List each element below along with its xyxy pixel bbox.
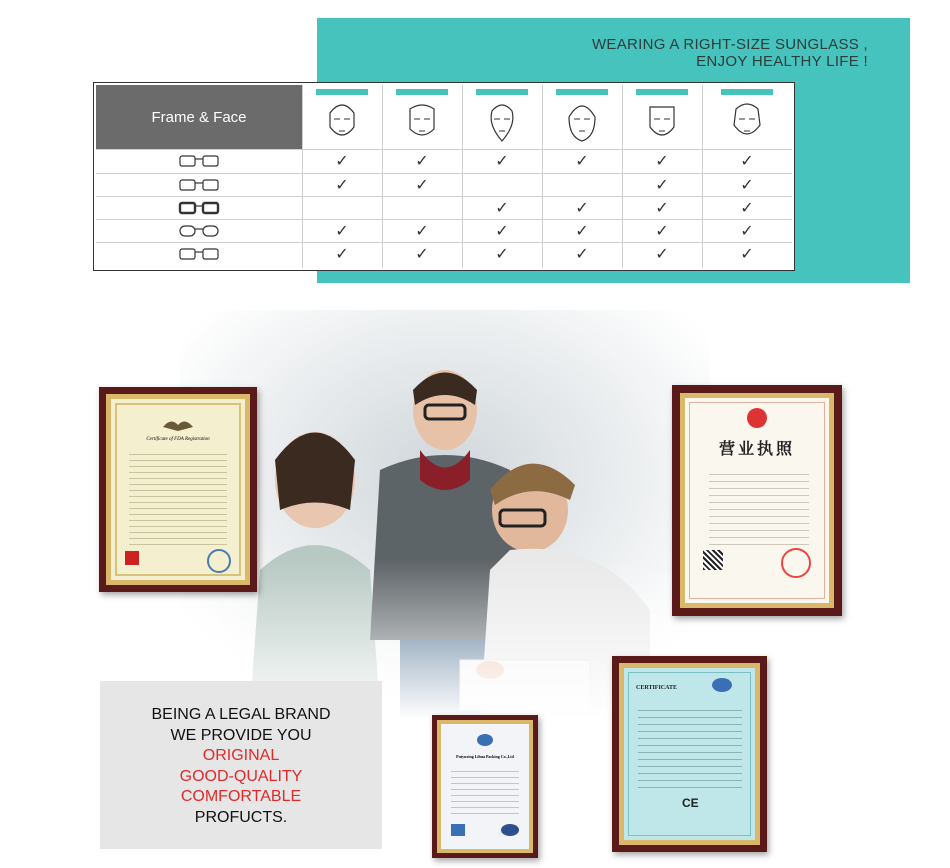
rs-logo-icon: [125, 551, 139, 565]
business-license-certificate: [672, 385, 842, 616]
banner-line-1: WEARING A RIGHT-SIZE SUNGLASS ,: [591, 36, 868, 53]
browline-frame-icon: [178, 247, 220, 261]
check-mark-icon: ✓: [495, 153, 509, 170]
check-mark-icon: ✓: [335, 176, 349, 194]
row-divider: [96, 219, 792, 220]
brand-line-1: BEING A LEGAL BRAND: [151, 706, 331, 723]
check-mark-icon: ✓: [740, 199, 754, 217]
check-mark-icon: ✓: [655, 199, 669, 217]
seal-icon: [207, 549, 231, 573]
business-license-title: 营业执照: [718, 441, 795, 458]
qr-code-icon: [703, 550, 723, 570]
aviator-frame-icon: [178, 154, 220, 168]
fda-certificate-title: Certificate of FDA Registration: [146, 437, 210, 442]
column-divider: [382, 85, 383, 268]
quality-certificate: [612, 656, 767, 852]
face-shape-5-icon: [644, 99, 680, 143]
face-header-accent: [721, 89, 773, 95]
frame-face-table: [93, 82, 795, 271]
national-emblem-icon: [747, 408, 767, 428]
check-mark-icon: ✓: [740, 246, 754, 263]
face-header-accent: [396, 89, 448, 95]
face-shape-6-icon: [729, 99, 765, 143]
legal-brand-box: [100, 681, 382, 849]
brand-line-5: COMFORTABLE: [180, 788, 302, 805]
check-mark-icon: ✓: [335, 246, 349, 263]
brand-line-4: GOOD-QUALITY: [179, 767, 303, 785]
column-divider: [302, 85, 303, 268]
face-header-accent: [636, 89, 688, 95]
check-mark-icon: ✓: [655, 176, 669, 194]
check-mark-icon: ✓: [415, 222, 429, 240]
iaf-logo-icon: [501, 824, 519, 836]
column-divider: [622, 85, 623, 268]
banner-headline: [592, 36, 868, 70]
face-header-accent: [316, 89, 368, 95]
brand-line-6: PROFUCTS.: [194, 808, 288, 826]
frame-face-label: Frame & Face: [151, 108, 247, 126]
red-stamp-icon: [781, 548, 811, 578]
face-shape-2-icon: [404, 99, 440, 143]
face-header-accent: [556, 89, 608, 95]
column-divider: [462, 85, 463, 268]
round-frame-icon: [178, 224, 220, 238]
row-divider: [96, 149, 792, 150]
fda-certificate: [99, 387, 257, 592]
frame-face-header: [96, 85, 302, 149]
row-divider: [96, 242, 792, 243]
check-mark-icon: ✓: [415, 246, 429, 263]
brand-line-3: ORIGINAL: [202, 747, 280, 764]
check-mark-icon: ✓: [495, 199, 509, 217]
check-mark-icon: ✓: [740, 222, 754, 240]
wayfarer-frame-icon: [178, 201, 220, 215]
check-mark-icon: ✓: [575, 222, 589, 240]
row-divider: [96, 173, 792, 174]
packing-certificate-title: Putyuxing Lihua Packing Co.,Ltd: [456, 754, 514, 759]
eagle-emblem-icon: [161, 417, 195, 433]
rectangle-frame-icon: [178, 178, 220, 192]
check-mark-icon: ✓: [495, 246, 509, 263]
check-mark-icon: ✓: [740, 153, 754, 170]
brand-line-2: WE PROVIDE YOU: [170, 726, 312, 744]
quality-certificate-title: CERTIFICATE: [636, 685, 678, 691]
check-mark-icon: ✓: [740, 176, 754, 194]
packing-certificate: [432, 715, 538, 858]
check-mark-icon: ✓: [575, 246, 589, 263]
check-mark-icon: ✓: [575, 153, 589, 170]
check-mark-icon: ✓: [655, 153, 669, 170]
check-mark-icon: ✓: [415, 153, 429, 170]
iso-logo-icon: [477, 734, 493, 746]
accreditation-logo-icon: [451, 824, 465, 836]
check-mark-icon: ✓: [335, 222, 349, 240]
check-mark-icon: ✓: [495, 222, 509, 240]
column-divider: [702, 85, 703, 268]
banner-line-2: ENJOY HEALTHY LIFE !: [696, 53, 868, 70]
face-shape-1-icon: [324, 99, 360, 143]
ce-mark-icon: CE: [682, 796, 699, 810]
row-divider: [96, 196, 792, 197]
check-mark-icon: ✓: [655, 222, 669, 240]
check-mark-icon: ✓: [655, 246, 669, 263]
certifier-logo-icon: [712, 678, 732, 692]
check-mark-icon: ✓: [335, 153, 349, 170]
legal-brand-text: [100, 705, 382, 828]
face-header-accent: [476, 89, 528, 95]
check-mark-icon: ✓: [575, 199, 589, 217]
check-mark-icon: ✓: [415, 176, 429, 194]
column-divider: [542, 85, 543, 268]
face-shape-3-icon: [484, 99, 520, 143]
face-shape-4-icon: [564, 99, 600, 143]
